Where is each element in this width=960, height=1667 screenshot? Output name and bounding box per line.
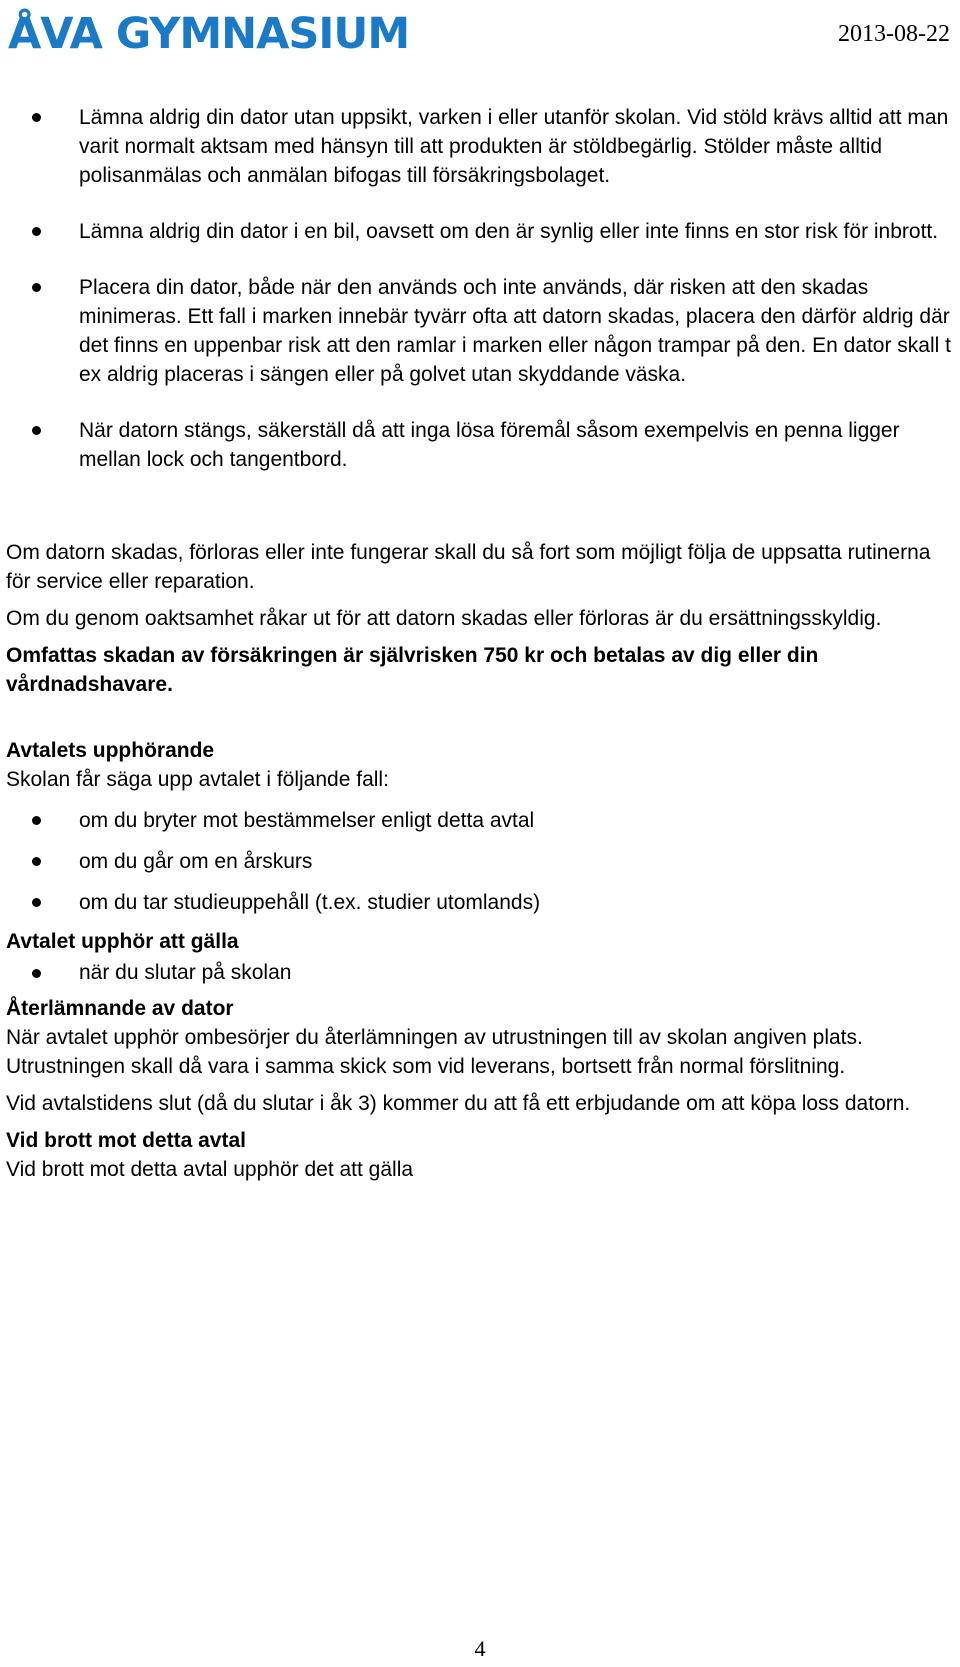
list-item <box>6 217 956 246</box>
school-logo: ÅVA GYMNASIUM <box>8 9 410 59</box>
list-item-text: Lämna aldrig din dator utan uppsikt, varken i eller utanför skolan. Vid stöld krävs alltid att man varit normalt aktsam med hänsyn till att produkten är stöldbegärlig. Stölder måste alltid polisanmälas och anmälan bifogas till försäkringsbolaget. <box>79 106 949 187</box>
list-item-text: om du tar studieuppehåll (t.ex. studier utomlands) <box>79 891 541 914</box>
list-item <box>6 882 956 923</box>
damage-paragraph: Om du genom oaktsamhet råkar ut för att datorn skadas eller förloras är du ersättningsskyldig. <box>6 607 882 630</box>
list-item-text: Lämna aldrig din dator i en bil, oavsett om den är synlig eller inte finns en stor risk för inbrott. <box>79 220 939 243</box>
list-item-text: när du slutar på skolan <box>79 961 292 984</box>
return-paragraph: Vid avtalstidens slut (då du slutar i åk 3) kommer du att få ett erbjudande om att köpa loss datorn. <box>6 1092 911 1115</box>
page-number: 4 <box>474 1636 486 1661</box>
list-item <box>6 273 956 389</box>
breach-heading: Vid brott mot detta avtal <box>6 1129 246 1152</box>
end-of-agreement-heading: Avtalet upphör att gälla <box>6 930 239 953</box>
bullet-icon <box>32 816 41 825</box>
list-item <box>6 416 956 474</box>
bullet-icon <box>32 969 41 978</box>
bullet-icon <box>32 426 41 435</box>
bullet-icon <box>32 283 41 292</box>
insurance-note: Omfattas skadan av försäkringen är självrisken 750 kr och betalas av dig eller din vårdnadshavare. <box>6 644 819 696</box>
list-item <box>6 103 956 190</box>
list-item-text: om du bryter mot bestämmelser enligt detta avtal <box>79 809 535 832</box>
bullet-icon <box>32 113 41 122</box>
damage-paragraph: Om datorn skadas, förloras eller inte fungerar skall du så fort som möjligt följa de uppsatta rutinerna för service eller reparation. <box>6 541 931 593</box>
laptop-care-list <box>6 103 956 474</box>
termination-list <box>6 800 956 923</box>
bullet-icon <box>32 898 41 907</box>
termination-heading: Avtalets upphörande <box>6 739 215 762</box>
end-of-agreement-list <box>6 956 956 990</box>
list-item <box>6 956 956 990</box>
list-item-text: När datorn stängs, säkerställ då att inga lösa föremål såsom exempelvis en penna ligger mellan lock och tangentbord. <box>79 419 900 471</box>
list-item <box>6 841 956 882</box>
bullet-icon <box>32 227 41 236</box>
termination-intro: Skolan får säga upp avtalet i följande fall: <box>6 768 389 791</box>
return-paragraph: När avtalet upphör ombesörjer du återlämningen av utrustningen till av skolan angiven plats. Utrustningen skall då vara i samma skick som vid leverans, bortsett från normal förslitning. <box>6 1026 863 1078</box>
document-body <box>6 103 956 1184</box>
breach-text: Vid brott mot detta avtal upphör det att gälla <box>6 1158 414 1181</box>
list-item-text: om du går om en årskurs <box>79 850 313 873</box>
return-heading: Återlämnande av dator <box>6 997 234 1020</box>
document-date: 2013-08-22 <box>838 21 950 47</box>
bullet-icon <box>32 857 41 866</box>
list-item <box>6 800 956 841</box>
list-item-text: Placera din dator, både när den används och inte används, där risken att den skadas minimeras. Ett fall i marken innebär tyvärr ofta att datorn skadas, placera den därför aldrig där det finns en uppenbar risk att den ramlar i marken eller någon trampar på den. En dator skall t ex aldrig placeras i sängen eller på golvet utan skyddande väska. <box>79 276 951 386</box>
